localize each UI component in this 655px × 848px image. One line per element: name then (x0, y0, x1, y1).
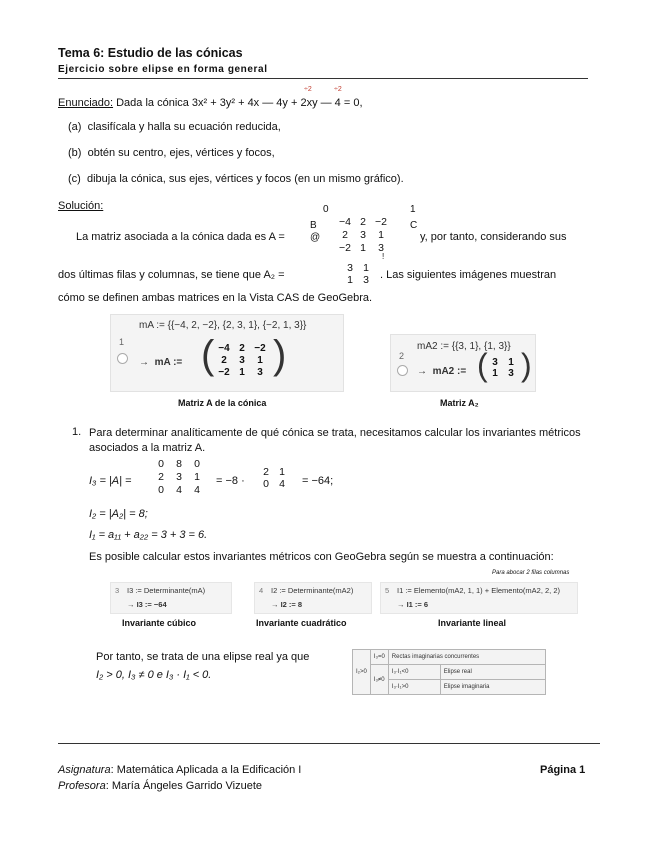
caption-invariant: Invariante lineal (438, 618, 507, 628)
conclusion-line2: I₂ > 0, I₃ ≠ 0 e I₃ · I₁ < 0. (96, 669, 212, 681)
handwritten-mark: @ (310, 232, 321, 243)
footer-profesora: Profesora: María Ángeles Garrido Vizuete (58, 780, 263, 792)
cas-result: → I1 := 6 (397, 600, 429, 609)
cas-row-number: 2 (399, 351, 405, 361)
cas-definition: I2 := Determinante(mA2) (271, 586, 354, 595)
header-divider (58, 78, 588, 79)
i3-mid: = −8 · (216, 475, 245, 487)
list-item (68, 173, 404, 185)
item-text: obtén su centro, ejes, vértices y focos, (87, 147, 275, 159)
enunciado-text: Dada la cónica 3x² + 3y² + 4x — 4y + 2xy — 4 = 0, (116, 97, 363, 109)
cas-result: → mA := (139, 357, 183, 368)
conic-classification-table: I₂>0 I₃=0 Rectas imaginarias concurrentes I₃≠0 I₃·I₁<0 Elipse real I₃·I₁>0 Elipse imaginaria (352, 649, 546, 695)
solucion-label: Solución: (58, 200, 104, 212)
i1-line: I₁ = a₁₁ + a₂₂ = 3 + 3 = 6. (89, 529, 208, 541)
enunciado-line (58, 97, 363, 109)
cas-matrix-a-panel: 1 mA := {{−4, 2, −2}, {2, 3, 1}, {−2, 1, 3}} → mA := ( −4 2 −2 2 3 1 −2 1 3 ) (110, 314, 344, 392)
cas-definition: I3 := Determinante(mA) (127, 586, 206, 595)
solucion-line2-post: . Las siguientes imágenes muestran (380, 269, 557, 281)
item-text: clasifícala y halla su ecuación reducida, (87, 121, 281, 133)
enunciado-label: Enunciado: (58, 97, 114, 109)
cas-invariant-panel: 3 I3 := Determinante(mA) → I3 := −64 (110, 582, 232, 614)
cas-definition: mA2 := {{3, 1}, {1, 3}} (417, 341, 511, 352)
caption-matrix-a: Matriz A de la cónica (178, 398, 267, 408)
cas-invariant-panel: 4 I2 := Determinante(mA2) → I2 := 8 (254, 582, 372, 614)
matrix-a2: 3 1 1 3 (347, 262, 369, 286)
solucion-line1-post: y, por tanto, considerando sus (420, 231, 567, 243)
page-title: Tema 6: Estudio de las cónicas (58, 46, 243, 60)
item-letter: (c) (68, 173, 81, 185)
i2-line: I₂ = |A₂| = 8; (89, 508, 148, 520)
list-item (68, 121, 281, 133)
cas-definition: I1 := Elemento(mA2, 1, 1) + Elemento(mA2, 2, 2) (397, 586, 560, 595)
caption-matrix-a2: Matriz A₂ (440, 398, 479, 408)
cas-result: → I3 := −64 (127, 600, 167, 609)
cas-row-radio[interactable] (117, 353, 128, 364)
matrix-a: −4 2 −2 2 3 1 −2 1 3 (339, 216, 387, 254)
item-letter: (a) (68, 121, 82, 133)
cas-row-number: 1 (119, 337, 125, 347)
i3-determinant: 0 8 0 2 3 1 0 4 4 (158, 458, 200, 496)
i3-result: = −64; (302, 475, 334, 487)
handwritten-mark: C (410, 220, 418, 231)
handwritten-mark: ! (382, 252, 385, 261)
handwritten-note: Para abocar 2 filas columnas (492, 570, 570, 576)
list-number: 1. (72, 426, 82, 438)
handwritten-annotation: ÷2 (304, 86, 312, 93)
cas-matrix-a: −4 2 −2 2 3 1 −2 1 3 (218, 343, 266, 378)
solucion-line3: cómo se definen ambas matrices en la Vista CAS de GeoGebra. (58, 292, 373, 304)
cas-invariant-panel: 5 I1 := Elemento(mA2, 1, 1) + Elemento(mA2, 2, 2) → I1 := 6 (380, 582, 578, 614)
caption-invariant: Invariante cúbico (122, 618, 197, 628)
handwritten-mark: 1 (410, 204, 416, 215)
page-subtitle: Ejercicio sobre elipse en forma general (58, 64, 268, 75)
list-item (68, 147, 275, 159)
handwritten-mark: 0 (323, 204, 329, 215)
cas-result: → I2 := 8 (271, 600, 303, 609)
cas-row-radio[interactable] (397, 365, 408, 376)
handwritten-mark: B (310, 220, 317, 231)
footer-divider (58, 743, 600, 744)
invariants-intro: Para determinar analíticamente de qué cónica se trata, necesitamos calcular los invariantes métricos asociados a la matriz A. (89, 427, 581, 454)
page-number: Página 1 (540, 764, 586, 776)
handwritten-annotation: ÷2 (334, 86, 342, 93)
caption-invariant: Invariante cuadrático (256, 618, 347, 628)
solucion-line2-pre: dos últimas filas y columnas, se tiene que A₂ = (58, 269, 285, 281)
footer-asignatura: Asignatura: Matemática Aplicada a la Edificación I (58, 764, 302, 776)
item-text: dibuja la cónica, sus ejes, vértices y focos (en un mismo gráfico). (86, 173, 404, 185)
solucion-line1-pre: La matriz asociada a la cónica dada es A = (76, 231, 285, 243)
i3-small-determinant: 2 1 0 4 (263, 466, 285, 490)
cas-result: → mA2 := (417, 366, 467, 377)
item-letter: (b) (68, 147, 82, 159)
cas-definition: mA := {{−4, 2, −2}, {2, 3, 1}, {−2, 1, 3}} (139, 320, 307, 331)
cas-matrix-a2: 3 1 1 3 (492, 357, 514, 379)
cas-matrix-a2-panel: 2 mA2 := {{3, 1}, {1, 3}} → mA2 := ( 3 1 1 3 ) (390, 334, 536, 392)
geogebra-text: Es posible calcular estos invariantes métricos con GeoGebra según se muestra a continuación: (89, 551, 554, 563)
conclusion-line1: Por tanto, se trata de una elipse real ya que (96, 651, 310, 663)
i3-label: I₃ = |A| = (89, 475, 132, 487)
